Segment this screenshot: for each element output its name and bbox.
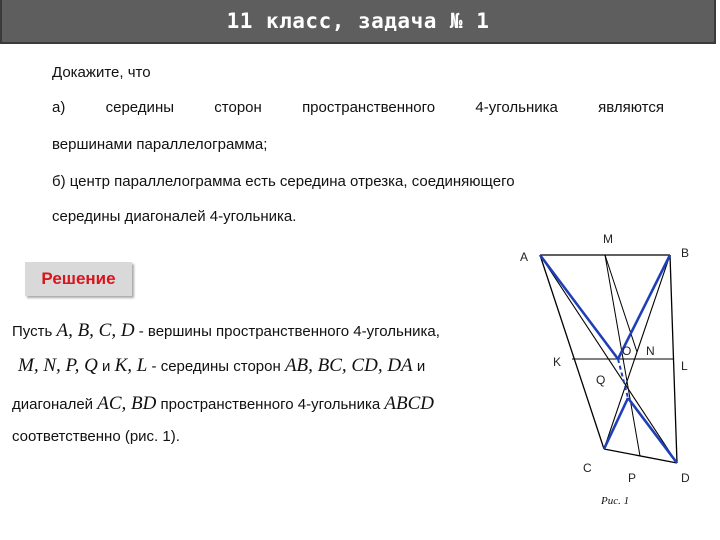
label-C: C xyxy=(583,461,592,475)
solution-button[interactable] xyxy=(25,262,132,296)
page-title: 11 класс, задача № 1 xyxy=(226,9,490,33)
solution-line-2 xyxy=(18,355,425,377)
problem-part-b-line1: б) центр параллелограмма есть середина отрезка, соединяющего xyxy=(52,173,515,190)
figure-caption: Рис. 1 xyxy=(601,495,630,507)
word: 4-угольника xyxy=(475,99,558,116)
solution-button-label: Решение xyxy=(41,269,116,288)
text: и xyxy=(97,358,115,375)
text: пространственного 4-угольника xyxy=(156,396,385,413)
figure-svg xyxy=(505,225,720,515)
text: диагоналей xyxy=(12,396,98,413)
label-M: M xyxy=(603,232,613,246)
problem-part-b-line2: середины диагоналей 4-угольника. xyxy=(52,208,297,225)
blue-side-1 xyxy=(540,255,618,359)
label-Q: Q xyxy=(596,373,606,387)
text: и xyxy=(412,358,426,375)
problem-part-a-line1 xyxy=(52,99,664,116)
label-L: L xyxy=(681,359,688,373)
edge-AC xyxy=(540,255,604,449)
label-K: K xyxy=(553,355,562,369)
figure-1 xyxy=(505,225,720,515)
problem-intro: Докажите, что xyxy=(52,64,151,81)
label-B: B xyxy=(681,246,690,260)
word: сторон xyxy=(214,99,262,116)
label-N: N xyxy=(646,344,655,358)
text: Пусть xyxy=(12,323,57,340)
word: середины xyxy=(105,99,175,116)
header-bar xyxy=(0,0,716,44)
math-quadrilateral: ABCD xyxy=(384,393,434,414)
word: пространственного xyxy=(302,99,436,116)
text: - вершины пространственного 4-угольника, xyxy=(134,323,440,340)
solution-line-3 xyxy=(12,393,434,415)
label-P: P xyxy=(628,471,637,485)
math-sides: AB, BC, CD, DA xyxy=(284,355,413,376)
math-diagonals: AC, BD xyxy=(97,393,157,414)
word: являются xyxy=(598,99,664,116)
label-A: A xyxy=(520,250,529,264)
text: - середины сторон xyxy=(147,358,285,375)
solution-line-1 xyxy=(12,320,440,342)
math-vertices: A, B, C, D xyxy=(56,320,135,341)
math-midpoints-diagonals: K, L xyxy=(114,355,148,376)
blue-side-3 xyxy=(604,398,628,449)
word: а) xyxy=(52,99,66,116)
math-midpoints-sides: M, N, P, Q xyxy=(18,355,98,376)
problem-part-a-line2: вершинами параллелограмма; xyxy=(52,136,268,153)
edge-CD xyxy=(604,449,677,463)
label-O: O xyxy=(622,344,632,358)
segment-MN xyxy=(605,255,637,352)
label-D: D xyxy=(681,471,690,485)
solution-line-4: соответственно (рис. 1). xyxy=(12,428,180,445)
